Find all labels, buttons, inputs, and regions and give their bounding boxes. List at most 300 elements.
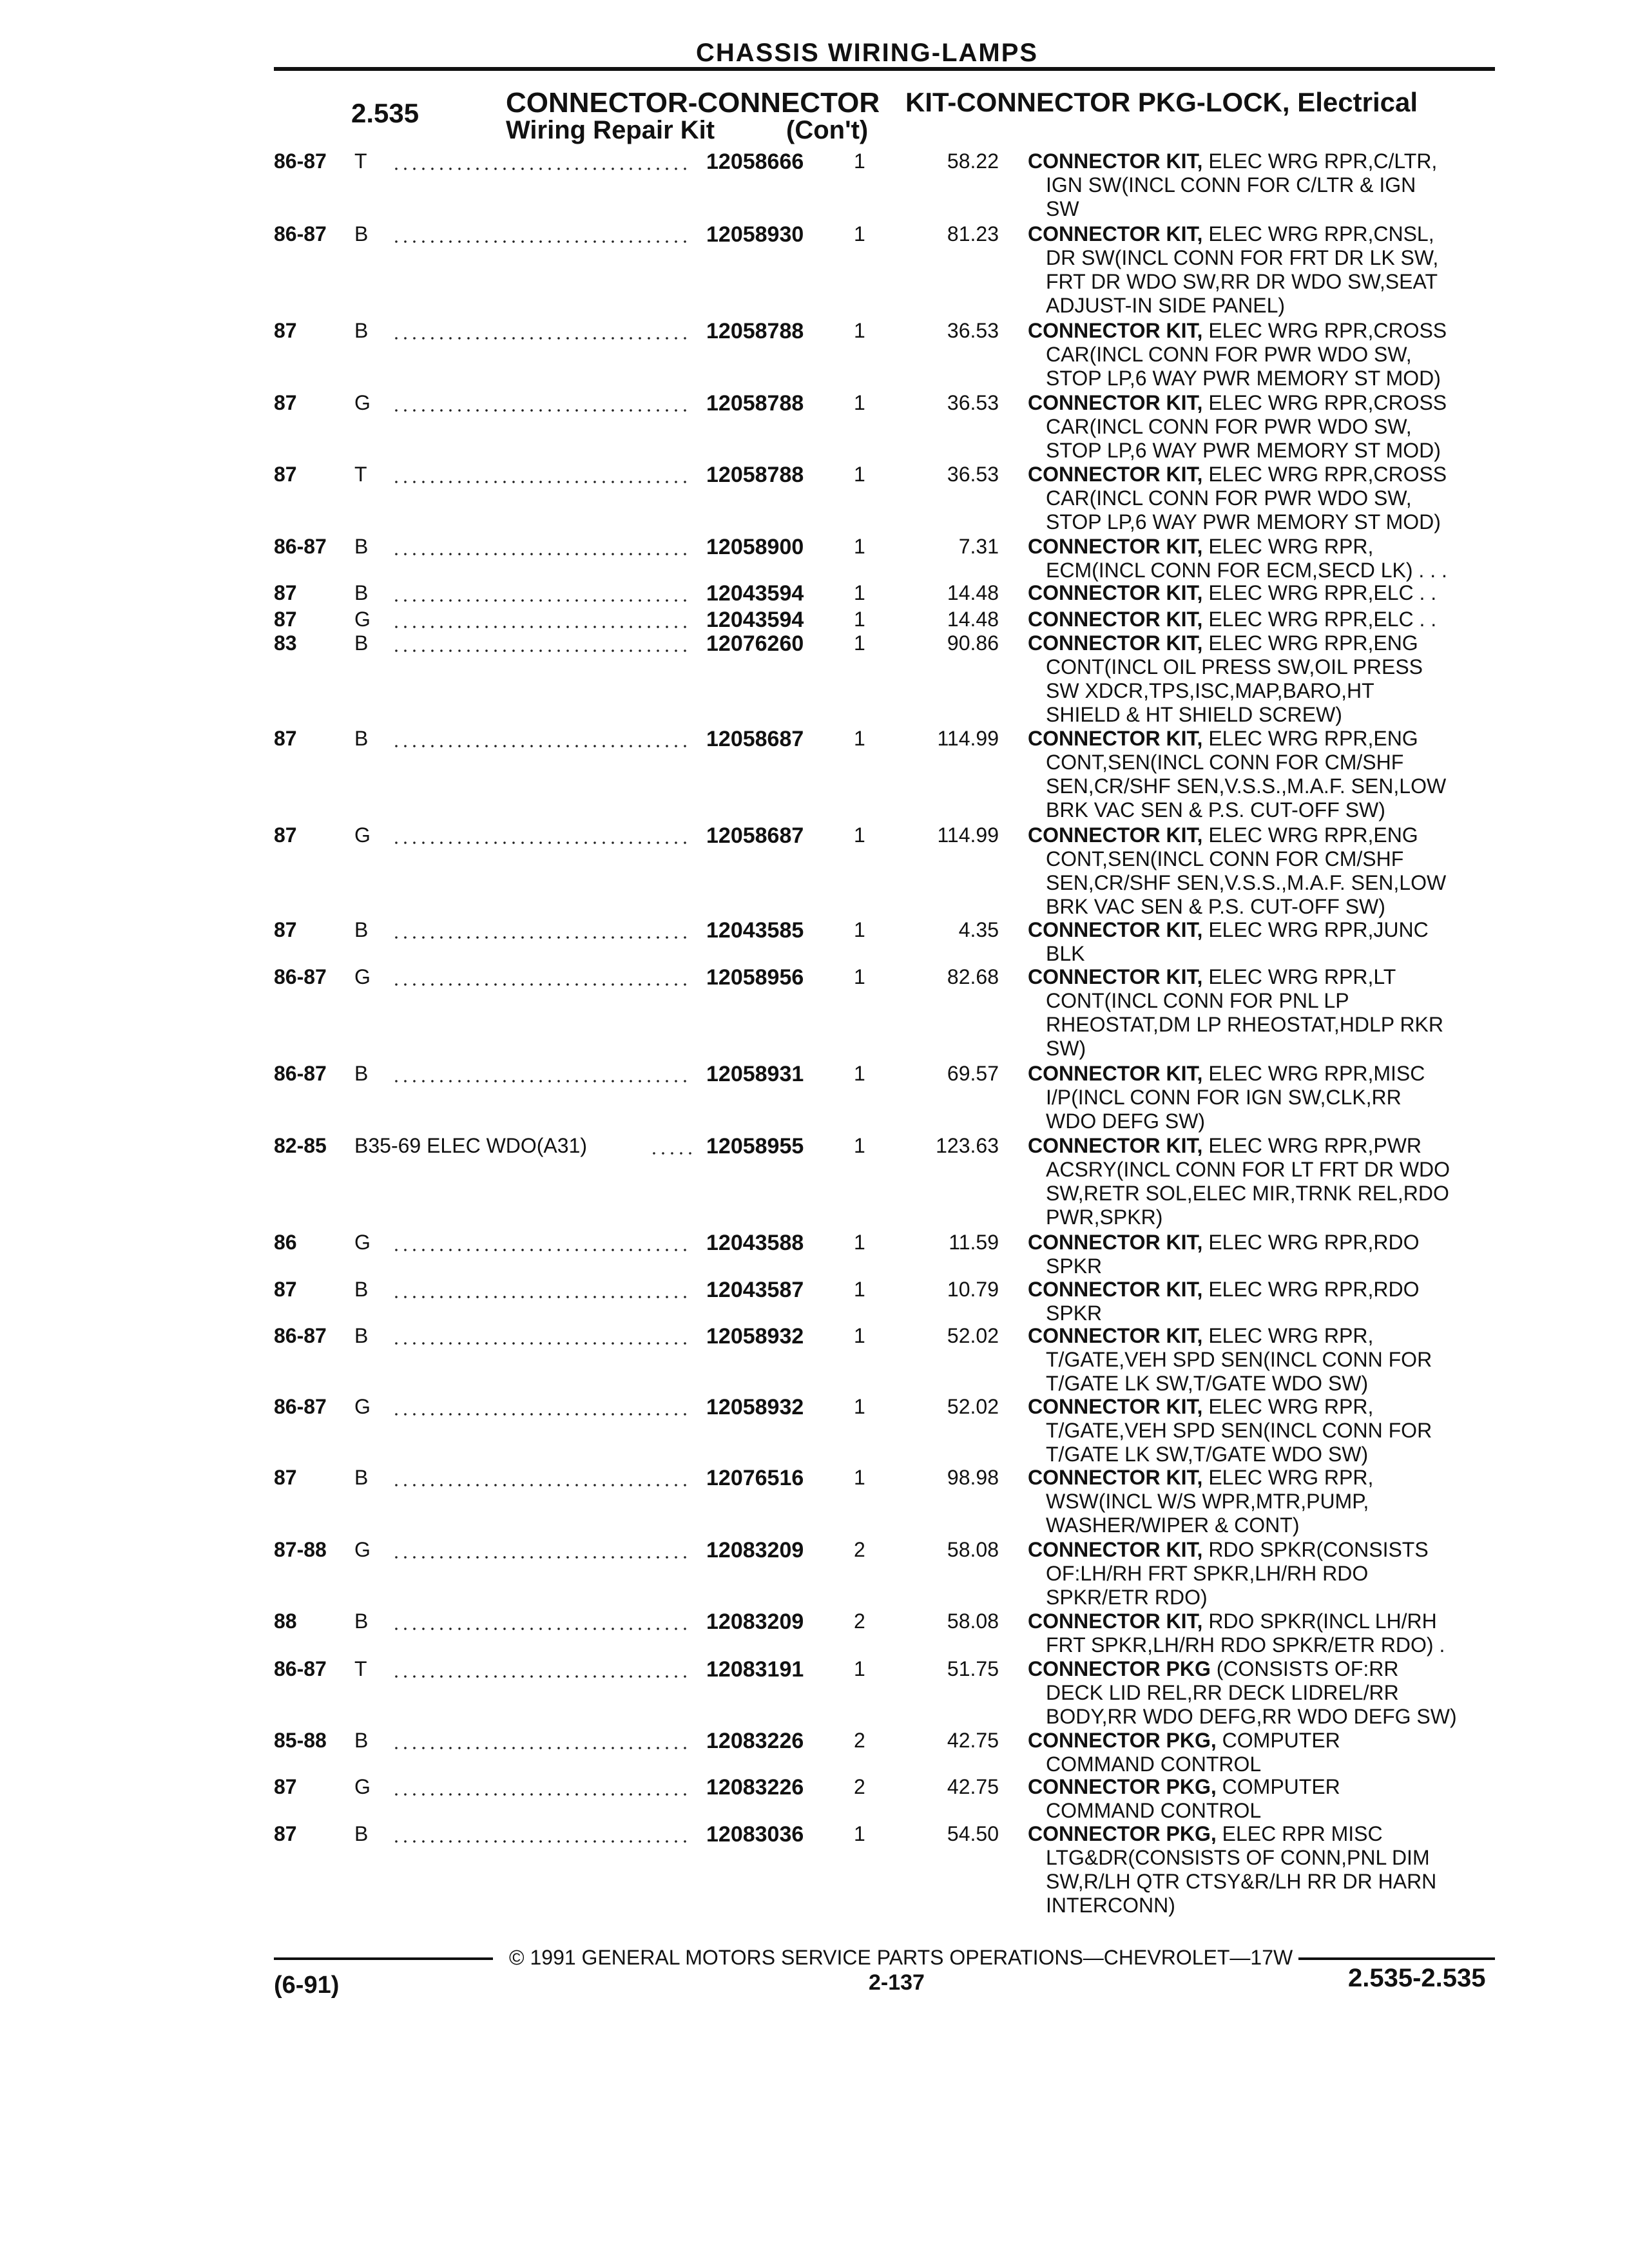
item-name: CONNECTOR KIT, [1028, 1062, 1203, 1085]
price: 11.59 [949, 1231, 999, 1254]
part-number: 12083191 [706, 1657, 804, 1682]
price: 52.02 [947, 1395, 999, 1418]
description-line [1028, 965, 1505, 989]
model-years: 87 [274, 608, 297, 631]
item-name: CONNECTOR KIT, [1028, 222, 1203, 245]
model-years: 86-87 [274, 965, 327, 988]
description-continuation: SW,R/LH QTR CTSY&R/LH RR DR HARN [1046, 1870, 1437, 1893]
description-continuation: SW [1046, 197, 1079, 220]
model-code: B35-69 ELEC WDO(A31) [354, 1134, 588, 1157]
description-continuation: RHEOSTAT,DM LP RHEOSTAT,HDLP RKR [1046, 1013, 1443, 1036]
quantity: 1 [854, 608, 865, 631]
model-code: G [354, 1775, 371, 1798]
item-detail: COMPUTER [1222, 1729, 1340, 1752]
model-code: B [354, 1610, 369, 1633]
model-code: G [354, 965, 371, 988]
model-code: B [354, 1062, 369, 1085]
model-years: 85-88 [274, 1729, 327, 1752]
footer-rule-right [1298, 1957, 1495, 1960]
quantity: 1 [854, 463, 865, 486]
part-number: 12058932 [706, 1395, 804, 1419]
model-years: 87 [274, 1278, 297, 1301]
item-detail: ELEC WRG RPR,ELC . . [1208, 581, 1437, 604]
price: 82.68 [947, 965, 999, 988]
model-years: 86-87 [274, 1062, 327, 1085]
quantity: 1 [854, 1062, 865, 1085]
model-code: B [354, 1466, 369, 1489]
quantity: 1 [854, 1231, 865, 1254]
model-years: 86 [274, 1231, 297, 1254]
item-name: CONNECTOR KIT, [1028, 1466, 1203, 1489]
price: 36.53 [947, 319, 999, 342]
part-number: 12058955 [706, 1134, 804, 1158]
part-number: 12043594 [706, 608, 804, 632]
part-description [1028, 1324, 1505, 1396]
item-name: CONNECTOR PKG [1028, 1657, 1211, 1680]
description-continuation: COMMAND CONTROL [1046, 1753, 1262, 1776]
item-name: CONNECTOR KIT, [1028, 631, 1203, 655]
description-line [1028, 1466, 1505, 1490]
footer-date: (6-91) [274, 1972, 340, 1999]
part-description [1028, 581, 1505, 605]
part-number: 12058788 [706, 391, 804, 416]
model-code: G [354, 1395, 371, 1418]
item-name: CONNECTOR KIT, [1028, 1538, 1203, 1561]
description-continuation: CAR(INCL CONN FOR PWR WDO SW, [1046, 486, 1412, 510]
description-line [1028, 1822, 1505, 1846]
description-continuation: SEN,CR/SHF SEN,V.S.S.,M.A.F. SEN,LOW [1046, 871, 1447, 894]
part-number: 12058666 [706, 149, 804, 174]
quantity: 1 [854, 918, 865, 941]
leader-dots [392, 481, 693, 483]
item-name: CONNECTOR KIT, [1028, 1610, 1203, 1633]
description-continuation: ACSRY(INCL CONN FOR LT FRT DR WDO [1046, 1158, 1451, 1181]
quantity: 1 [854, 535, 865, 558]
model-code: B [354, 727, 369, 750]
model-code: B [354, 1822, 369, 1845]
part-description [1028, 463, 1505, 534]
model-code: B [354, 222, 369, 245]
leader-dots [392, 936, 693, 939]
description-continuation: IGN SW(INCL CONN FOR C/LTR & IGN [1046, 173, 1416, 197]
part-description [1028, 1729, 1505, 1776]
leader-dots [392, 553, 693, 555]
part-description [1028, 1134, 1505, 1229]
model-years: 87 [274, 823, 297, 847]
description-continuation: LTG&DR(CONSISTS OF CONN,PNL DIM [1046, 1846, 1430, 1869]
description-line [1028, 1062, 1505, 1086]
quantity: 1 [854, 319, 865, 342]
price: 10.79 [947, 1278, 999, 1301]
model-years: 86-87 [274, 535, 327, 558]
description-line [1028, 222, 1505, 246]
model-code: T [354, 149, 367, 173]
price: 4.35 [958, 918, 999, 941]
quantity: 1 [854, 1395, 865, 1418]
item-detail: COMPUTER [1222, 1775, 1340, 1798]
leader-dots [392, 1628, 693, 1630]
part-number: 12058687 [706, 727, 804, 751]
item-detail: ELEC WRG RPR, [1208, 535, 1374, 558]
part-description [1028, 1278, 1505, 1325]
item-detail: ELEC RPR MISC [1222, 1822, 1383, 1845]
price: 123.63 [936, 1134, 999, 1157]
leader-dots [392, 1296, 693, 1298]
description-continuation: CONT(INCL CONN FOR PNL LP [1046, 989, 1349, 1012]
model-years: 86-87 [274, 222, 327, 245]
item-detail: ELEC WRG RPR,PWR [1208, 1134, 1422, 1157]
item-name: CONNECTOR PKG, [1028, 1729, 1217, 1752]
price: 81.23 [947, 222, 999, 245]
leader-dots [392, 337, 693, 340]
price: 58.22 [947, 149, 999, 173]
description-continuation: STOP LP,6 WAY PWR MEMORY ST MOD) [1046, 439, 1441, 462]
model-code: B [354, 918, 369, 941]
item-name: CONNECTOR KIT, [1028, 1134, 1203, 1157]
quantity: 1 [854, 1278, 865, 1301]
part-description [1028, 319, 1505, 390]
item-name: CONNECTOR KIT, [1028, 581, 1203, 604]
price: 58.08 [947, 1610, 999, 1633]
model-years: 86-87 [274, 1395, 327, 1418]
item-detail: ELEC WRG RPR,CROSS [1208, 391, 1447, 414]
description-line [1028, 631, 1505, 655]
part-number: 12043585 [706, 918, 804, 943]
quantity: 1 [854, 965, 865, 988]
item-name: CONNECTOR KIT, [1028, 918, 1203, 941]
description-line [1028, 1395, 1505, 1419]
description-line [1028, 535, 1505, 559]
leader-dots [392, 1793, 693, 1796]
description-continuation: COMMAND CONTROL [1046, 1799, 1262, 1822]
part-number: 12083036 [706, 1822, 804, 1847]
leader-dots [392, 1413, 693, 1416]
part-description [1028, 1775, 1505, 1823]
leader-dots [392, 1840, 693, 1843]
model-code: G [354, 1538, 371, 1561]
item-detail: ELEC WRG RPR, [1208, 1324, 1374, 1347]
description-continuation: WSW(INCL W/S WPR,MTR,PUMP, [1046, 1490, 1369, 1513]
leader-dots [392, 1484, 693, 1486]
part-number: 12083209 [706, 1538, 804, 1562]
description-continuation: WDO DEFG SW) [1046, 1110, 1206, 1133]
item-name: CONNECTOR KIT, [1028, 1231, 1203, 1254]
quantity: 1 [854, 1324, 865, 1347]
description-line [1028, 1729, 1505, 1753]
model-code: B [354, 1278, 369, 1301]
part-description [1028, 1062, 1505, 1133]
description-continuation: CONT,SEN(INCL CONN FOR CM/SHF [1046, 751, 1404, 774]
description-line [1028, 1231, 1505, 1254]
item-detail: RDO SPKR(CONSISTS [1208, 1538, 1429, 1561]
description-continuation: OF:LH/RH FRT SPKR,LH/RH RDO [1046, 1562, 1369, 1585]
footer-copyright: © 1991 GENERAL MOTORS SERVICE PARTS OPERATIONS—CHEVROLET—17W [509, 1946, 1293, 1969]
price: 69.57 [947, 1062, 999, 1085]
part-number: 12043587 [706, 1278, 804, 1302]
price: 114.99 [937, 727, 999, 750]
item-detail: ELEC WRG RPR,RDO [1208, 1278, 1420, 1301]
leader-dots [392, 1675, 693, 1678]
quantity: 1 [854, 1466, 865, 1489]
chapter-title: CHASSIS WIRING-LAMPS [696, 39, 1039, 67]
description-continuation: SEN,CR/SHF SEN,V.S.S.,M.A.F. SEN,LOW [1046, 774, 1447, 798]
part-description [1028, 391, 1505, 463]
quantity: 1 [854, 391, 865, 414]
leader-dots [650, 1152, 693, 1155]
item-name: CONNECTOR KIT, [1028, 535, 1203, 558]
leader-dots [392, 1342, 693, 1345]
description-line [1028, 1657, 1505, 1681]
model-years: 87 [274, 391, 297, 414]
price: 52.02 [947, 1324, 999, 1347]
section-title-continued: KIT-CONNECTOR PKG-LOCK, Electrical [905, 87, 1418, 117]
item-detail: ELEC WRG RPR,ENG [1208, 631, 1418, 655]
quantity: 1 [854, 149, 865, 173]
description-continuation: ADJUST-IN SIDE PANEL) [1046, 294, 1286, 317]
price: 98.98 [947, 1466, 999, 1489]
part-number: 12076260 [706, 631, 804, 656]
description-continuation: ECM(INCL CONN FOR ECM,SECD LK) . . . [1046, 559, 1447, 582]
item-detail: ELEC WRG RPR,ELC . . [1208, 608, 1437, 631]
leader-dots [392, 841, 693, 844]
footer-rule-left [274, 1957, 493, 1960]
description-continuation: SW,RETR SOL,ELEC MIR,TRNK REL,RDO [1046, 1182, 1449, 1205]
leader-dots [392, 1080, 693, 1082]
part-number: 12058932 [706, 1324, 804, 1349]
description-line [1028, 1610, 1505, 1633]
item-name: CONNECTOR KIT, [1028, 823, 1203, 847]
description-continuation: CAR(INCL CONN FOR PWR WDO SW, [1046, 343, 1412, 366]
part-description [1028, 1231, 1505, 1278]
item-detail: ELEC WRG RPR,CNSL, [1208, 222, 1434, 245]
description-continuation: BRK VAC SEN & P.S. CUT-OFF SW) [1046, 798, 1385, 822]
description-continuation: T/GATE LK SW,T/GATE WDO SW) [1046, 1372, 1369, 1395]
item-name: CONNECTOR KIT, [1028, 727, 1203, 750]
description-line [1028, 727, 1505, 751]
quantity: 1 [854, 727, 865, 750]
model-code: B [354, 1324, 369, 1347]
description-continuation: SPKR [1046, 1254, 1103, 1278]
description-continuation: I/P(INCL CONN FOR IGN SW,CLK,RR [1046, 1086, 1402, 1109]
item-name: CONNECTOR KIT, [1028, 149, 1203, 173]
item-detail: ELEC WRG RPR,LT [1208, 965, 1396, 988]
item-name: CONNECTOR PKG, [1028, 1822, 1217, 1845]
part-number: 12043594 [706, 581, 804, 606]
item-detail: RDO SPKR(INCL LH/RH [1208, 1610, 1437, 1633]
quantity: 1 [854, 581, 865, 604]
part-description [1028, 631, 1505, 727]
description-line [1028, 1538, 1505, 1562]
quantity: 2 [854, 1729, 865, 1752]
price: 42.75 [947, 1729, 999, 1752]
model-code: G [354, 1231, 371, 1254]
section-subtitle: Wiring Repair Kit [506, 116, 715, 144]
part-description [1028, 918, 1505, 966]
description-continuation: SW) [1046, 1037, 1086, 1060]
item-detail: ELEC WRG RPR,ENG [1208, 823, 1418, 847]
part-number: 12058687 [706, 823, 804, 848]
item-detail: ELEC WRG RPR,RDO [1208, 1231, 1420, 1254]
leader-dots [392, 1556, 693, 1559]
item-detail: ELEC WRG RPR, [1208, 1395, 1374, 1418]
model-years: 87 [274, 1775, 297, 1798]
part-description [1028, 1610, 1505, 1657]
description-continuation: SHIELD & HT SHIELD SCREW) [1046, 703, 1342, 726]
description-continuation: SPKR [1046, 1302, 1103, 1325]
part-number: 12058788 [706, 319, 804, 343]
price: 14.48 [947, 608, 999, 631]
model-years: 88 [274, 1610, 297, 1633]
description-line [1028, 1134, 1505, 1158]
item-name: CONNECTOR KIT, [1028, 965, 1203, 988]
price: 90.86 [947, 631, 999, 655]
description-continuation: CONT(INCL OIL PRESS SW,OIL PRESS [1046, 655, 1423, 678]
item-name: CONNECTOR KIT, [1028, 1395, 1203, 1418]
quantity: 1 [854, 823, 865, 847]
model-code: G [354, 608, 371, 631]
description-line [1028, 149, 1505, 173]
part-number: 12058900 [706, 535, 804, 559]
model-years: 86-87 [274, 1324, 327, 1347]
model-code: B [354, 319, 369, 342]
part-number: 12083226 [706, 1775, 804, 1800]
part-number: 12076516 [706, 1466, 804, 1490]
item-name: CONNECTOR KIT, [1028, 1324, 1203, 1347]
description-continuation: SPKR/ETR RDO) [1046, 1586, 1208, 1609]
leader-dots [392, 626, 693, 628]
part-description [1028, 1395, 1505, 1466]
description-line [1028, 1278, 1505, 1302]
item-detail: (CONSISTS OF:RR [1216, 1657, 1399, 1680]
description-continuation: STOP LP,6 WAY PWR MEMORY ST MOD) [1046, 367, 1441, 390]
part-number: 12058930 [706, 222, 804, 247]
description-line [1028, 918, 1505, 942]
item-detail: ELEC WRG RPR,ENG [1208, 727, 1418, 750]
leader-dots [392, 1249, 693, 1251]
quantity: 1 [854, 631, 865, 655]
item-detail: ELEC WRG RPR,CROSS [1208, 463, 1447, 486]
leader-dots [392, 240, 693, 243]
model-years: 87 [274, 463, 297, 486]
quantity: 1 [854, 1657, 865, 1680]
description-continuation: BODY,RR WDO DEFG,RR WDO DEFG SW) [1046, 1705, 1457, 1728]
item-name: CONNECTOR KIT, [1028, 608, 1203, 631]
quantity: 2 [854, 1610, 865, 1633]
model-code: B [354, 581, 369, 604]
item-name: CONNECTOR KIT, [1028, 1278, 1203, 1301]
part-description [1028, 1466, 1505, 1537]
description-continuation: CONT,SEN(INCL CONN FOR CM/SHF [1046, 847, 1404, 870]
price: 42.75 [947, 1775, 999, 1798]
continued-label: (Con't) [786, 116, 869, 144]
description-continuation: CAR(INCL CONN FOR PWR WDO SW, [1046, 415, 1412, 438]
quantity: 1 [854, 1822, 865, 1845]
description-continuation: SW XDCR,TPS,ISC,MAP,BARO,HT [1046, 679, 1374, 702]
price: 14.48 [947, 581, 999, 604]
section-number: 2.535 [351, 98, 419, 128]
footer-section-range: 2.535-2.535 [1348, 1964, 1486, 1992]
model-years: 82-85 [274, 1134, 327, 1157]
model-years: 87 [274, 918, 297, 941]
model-years: 83 [274, 631, 297, 655]
model-years: 87 [274, 1822, 297, 1845]
model-code: T [354, 1657, 367, 1680]
part-description [1028, 149, 1505, 221]
part-number: 12058956 [706, 965, 804, 990]
description-line [1028, 581, 1505, 605]
item-detail: ELEC WRG RPR,C/LTR, [1208, 149, 1438, 173]
quantity: 1 [854, 1134, 865, 1157]
model-years: 87 [274, 581, 297, 604]
price: 114.99 [937, 823, 999, 847]
model-code: T [354, 463, 367, 486]
description-continuation: INTERCONN) [1046, 1894, 1175, 1917]
price: 54.50 [947, 1822, 999, 1845]
description-continuation: PWR,SPKR) [1046, 1206, 1163, 1229]
part-description [1028, 965, 1505, 1061]
part-description [1028, 535, 1505, 582]
model-code: B [354, 535, 369, 558]
quantity: 2 [854, 1538, 865, 1561]
item-name: CONNECTOR KIT, [1028, 319, 1203, 342]
part-number: 12083209 [706, 1610, 804, 1634]
description-continuation: DR SW(INCL CONN FOR FRT DR LK SW, [1046, 246, 1439, 269]
part-number: 12083226 [706, 1729, 804, 1753]
description-continuation: BLK [1046, 942, 1085, 965]
footer-page-number: 2-137 [869, 1970, 925, 1995]
model-years: 87 [274, 1466, 297, 1489]
leader-dots [392, 649, 693, 652]
part-description [1028, 608, 1505, 631]
description-line [1028, 319, 1505, 343]
model-code: G [354, 391, 371, 414]
model-code: G [354, 823, 371, 847]
item-detail: ELEC WRG RPR,JUNC [1208, 918, 1429, 941]
part-number: 12043588 [706, 1231, 804, 1255]
leader-dots [392, 1747, 693, 1749]
part-description [1028, 1657, 1505, 1729]
description-line [1028, 608, 1505, 631]
price: 58.08 [947, 1538, 999, 1561]
part-description [1028, 1538, 1505, 1610]
price: 7.31 [958, 535, 999, 558]
description-continuation: FRT DR WDO SW,RR DR WDO SW,SEAT [1046, 270, 1438, 293]
leader-dots [392, 983, 693, 986]
model-years: 86-87 [274, 1657, 327, 1680]
description-continuation: BRK VAC SEN & P.S. CUT-OFF SW) [1046, 895, 1385, 918]
part-number: 12058931 [706, 1062, 804, 1086]
price: 36.53 [947, 463, 999, 486]
part-description [1028, 823, 1505, 919]
description-continuation: DECK LID REL,RR DECK LIDREL/RR [1046, 1681, 1399, 1704]
description-continuation: T/GATE,VEH SPD SEN(INCL CONN FOR [1046, 1348, 1432, 1371]
quantity: 1 [854, 222, 865, 245]
description-line [1028, 463, 1505, 486]
description-continuation: T/GATE LK SW,T/GATE WDO SW) [1046, 1443, 1369, 1466]
price: 51.75 [947, 1657, 999, 1680]
model-years: 87 [274, 727, 297, 750]
item-detail: ELEC WRG RPR, [1208, 1466, 1374, 1489]
price: 36.53 [947, 391, 999, 414]
model-years: 86-87 [274, 149, 327, 173]
part-description [1028, 727, 1505, 822]
item-name: CONNECTOR KIT, [1028, 463, 1203, 486]
description-line [1028, 823, 1505, 847]
part-description [1028, 222, 1505, 318]
model-code: B [354, 1729, 369, 1752]
description-continuation: WASHER/WIPER & CONT) [1046, 1514, 1300, 1537]
description-line [1028, 1324, 1505, 1348]
